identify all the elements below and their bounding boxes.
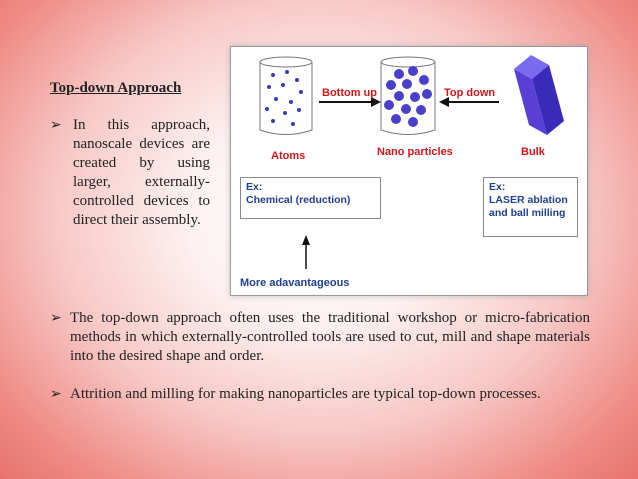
- arrow-up-icon: [302, 235, 310, 269]
- example-title: Ex:: [246, 181, 263, 193]
- example-box-top-down: [483, 177, 578, 237]
- example-body: Chemical (reduction): [246, 194, 351, 206]
- figure-graphics: [231, 47, 587, 295]
- bullet-text: The top-down approach often uses the traditional workshop or micro-fabrication methods in which externally-controlled tools are used to cut, mill and shape materials into the desired shape and order.: [70, 310, 590, 364]
- bullet-item-approach: [50, 116, 210, 230]
- bullet-text: In this approach, nanoscale devices are created by using larger, externally-controlled devices to direct their assembly.: [73, 117, 210, 228]
- bullet-text: Attrition and milling for making nanoparticles are typical top-down processes.: [70, 386, 541, 402]
- bulk-label: Bulk: [521, 146, 545, 158]
- top-down-label: Top down: [444, 87, 496, 99]
- example-box-bottom-up: [240, 177, 381, 219]
- beaker-nanoparticles-icon: [381, 57, 435, 135]
- arrow-bullet-icon: ➢: [50, 311, 62, 326]
- example-body-line-2: and ball milling: [489, 207, 566, 219]
- bullet-item-methods: [50, 309, 590, 366]
- arrow-bullet-icon: ➢: [50, 387, 62, 402]
- example-title: Ex:: [489, 181, 506, 193]
- section-heading: Top-down Approach: [50, 80, 182, 96]
- arrow-bullet-icon: ➢: [50, 118, 62, 133]
- example-body-line-1: LASER ablation: [489, 194, 568, 206]
- approach-figure: [230, 46, 588, 296]
- bullet-item-attrition: [50, 385, 590, 404]
- atoms-label: Atoms: [271, 150, 306, 162]
- more-advantageous-label: More adavantageous: [240, 277, 350, 289]
- beaker-atoms-icon: [260, 57, 312, 135]
- bulk-block-icon: [514, 55, 564, 135]
- nano-particles-label: Nano particles: [377, 146, 453, 158]
- bottom-up-label: Bottom up: [322, 87, 377, 99]
